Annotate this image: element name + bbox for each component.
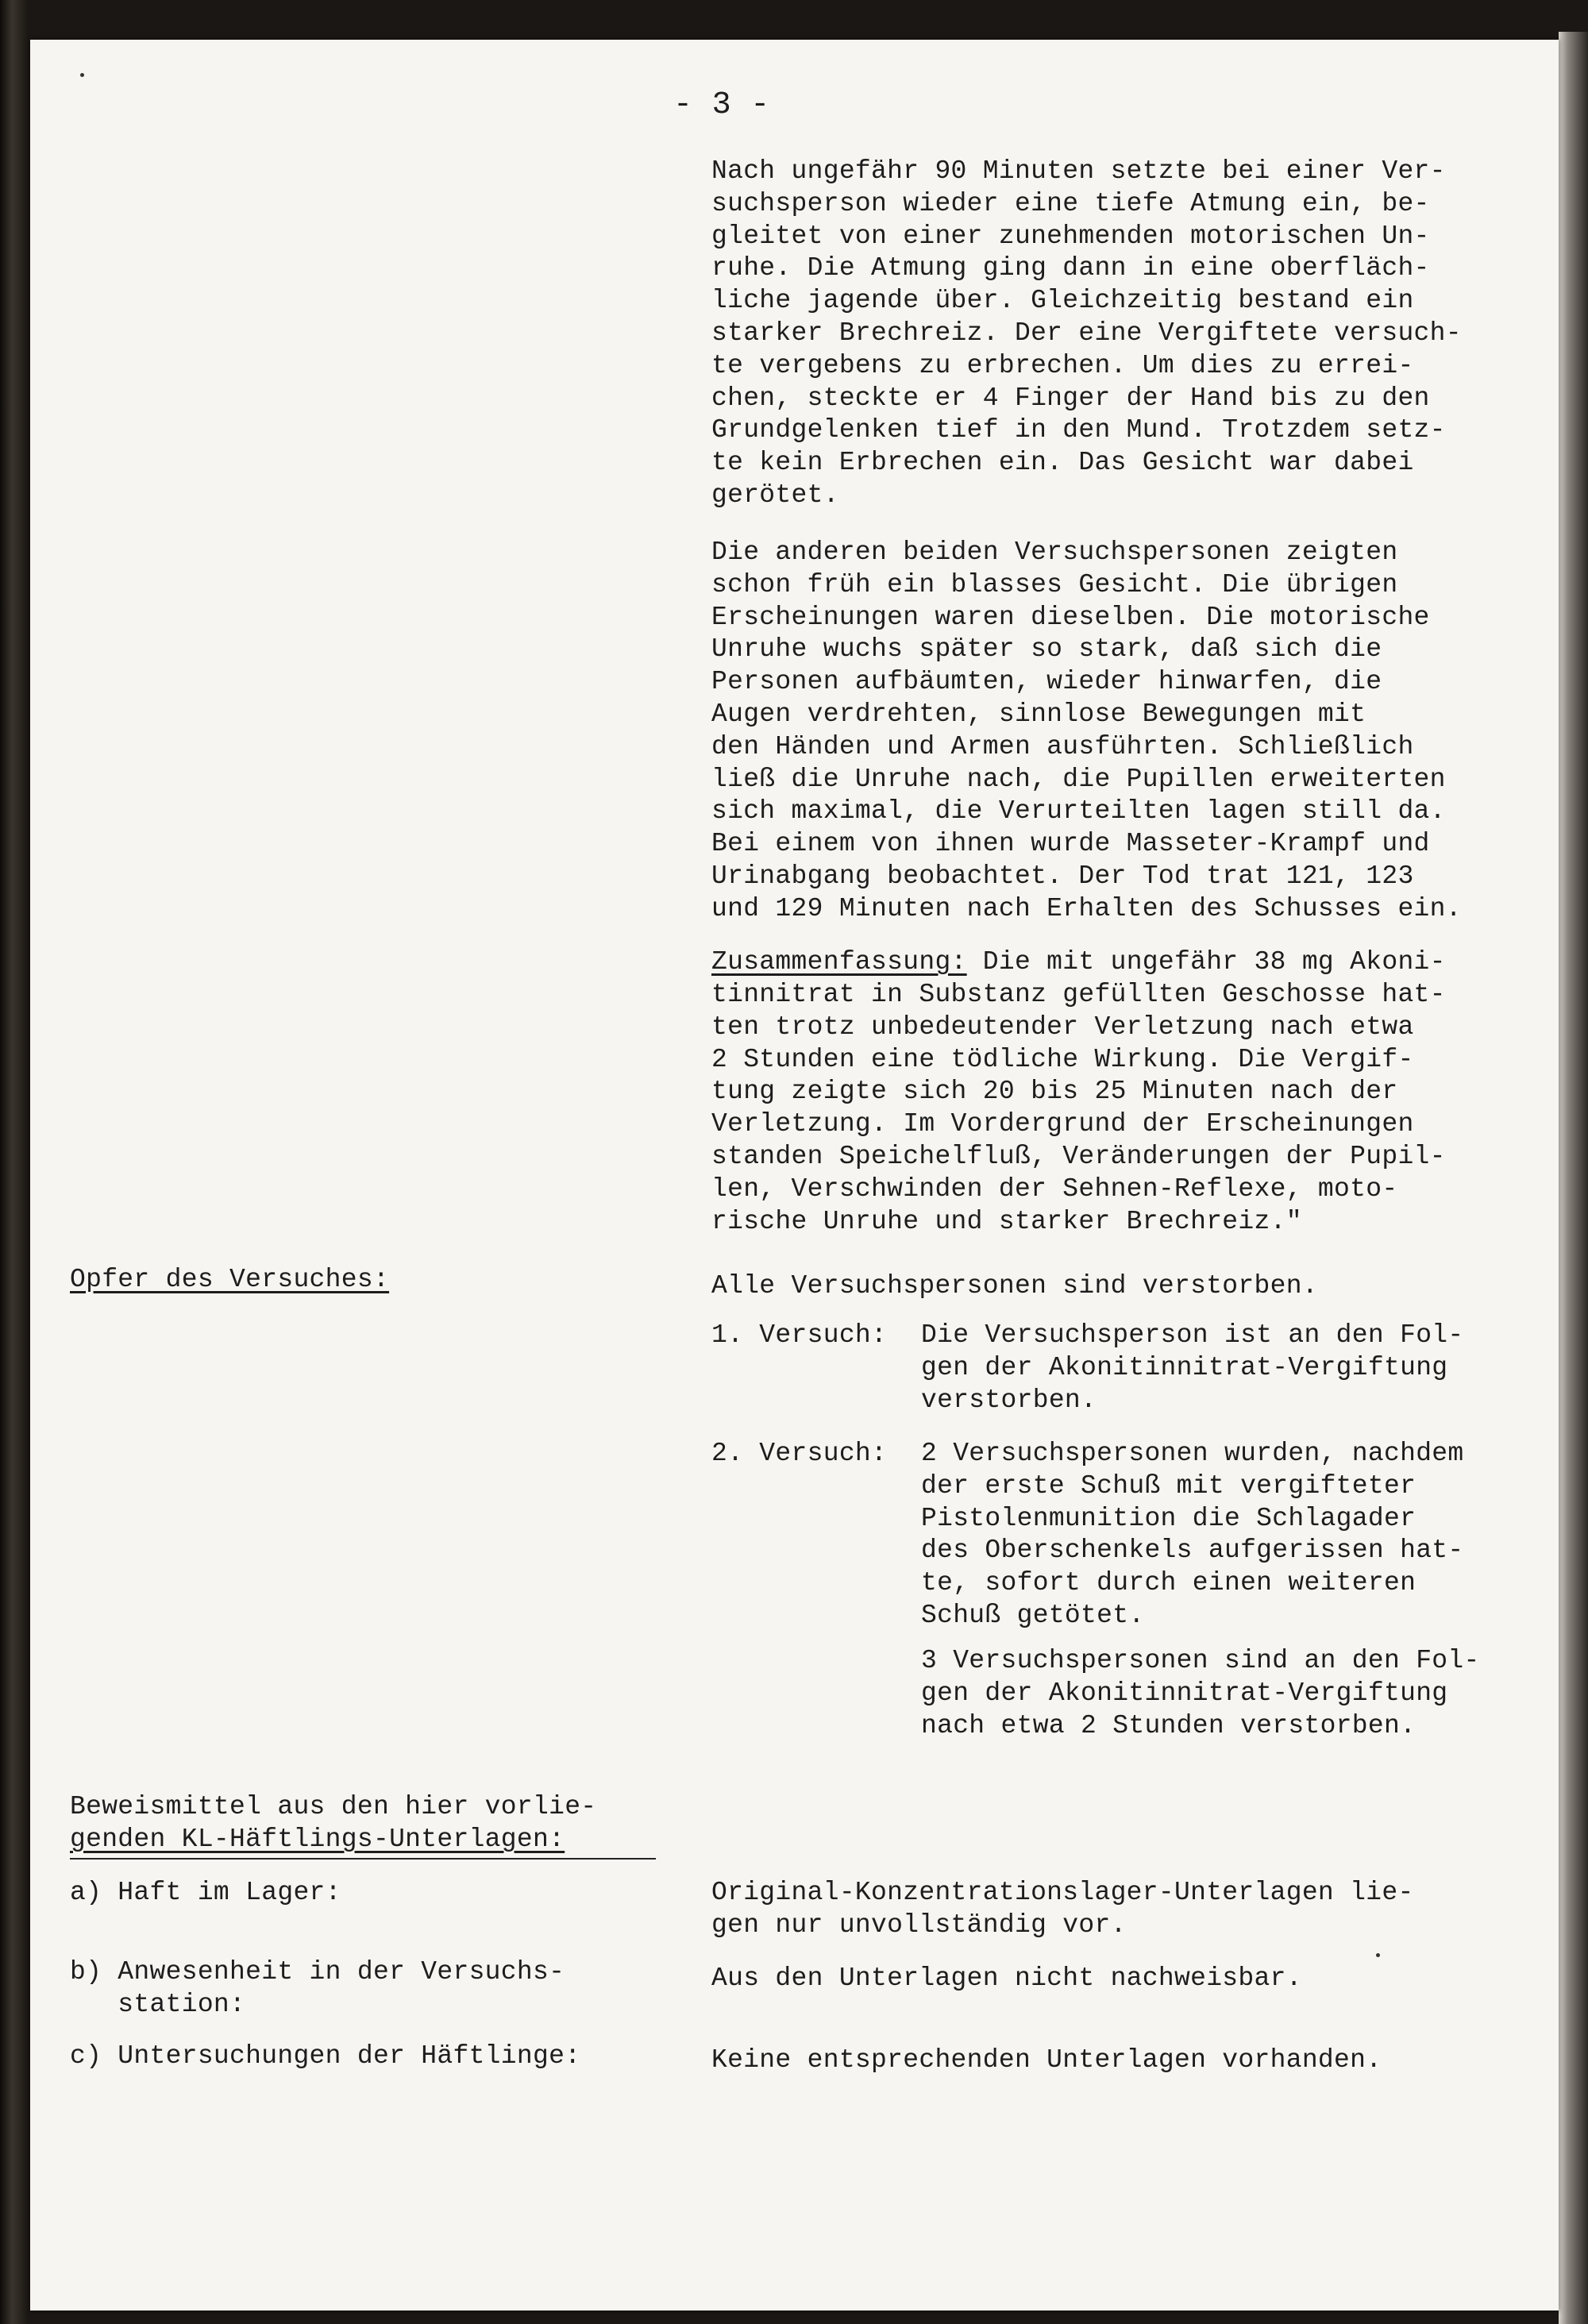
experiment-2-text-b: 3 Versuchspersonen sind an den Fol- gen der Akonitinnitrat-Vergiftung nach etwa 2 Stunden verstorben. (921, 1646, 1480, 1740)
evidence-heading-line-1: Beweismittel aus den hier vorlie- (70, 1792, 597, 1821)
summary-body: tinnitrat in Substanz gefüllten Geschosse hat- ten trotz unbedeutender Verletzung nach etwa 2 Stunden eine tödliche Wirkung. Die Vergif- tung zeigte sich 20 bis 25 Minuten nach der Verletzung. Im Vordergrund der Erscheinungen standen Speichelfluß, Veränderungen der Pupil- len, Verschwinden der Sehnen-Reflexe, moto- rische Unruhe und starker Brechreiz." (711, 980, 1446, 1236)
evidence-heading-rule (70, 1858, 656, 1860)
paper-speck (80, 73, 84, 77)
faded-bleed-through-heading (106, 206, 447, 225)
victims-intro: Alle Versuchspersonen sind verstorben. (711, 1271, 1318, 1301)
victims-label: Opfer des Versuches: (70, 1265, 390, 1294)
page-edge (1559, 32, 1588, 2324)
book-binding (0, 0, 27, 2324)
summary-first-line-text: Die mit ungefähr 38 mg Akoni- (966, 947, 1446, 977)
experiment-1-text: Die Versuchsperson ist an den Fol- gen der Akonitinnitrat-Vergiftung verstorben. (921, 1320, 1464, 1415)
experiment-2-text-a: 2 Versuchspersonen wurden, nachdem der erste Schuß mit vergifteter Pistolenmunition die Schlagader des Oberschenkels aufgerissen hat- te, sofort durch einen weiteren Schuß getötet. (921, 1439, 1464, 1630)
evidence-heading-line-2: genden KL-Häftlings-Unterlagen: (70, 1825, 565, 1854)
evidence-label-c: c) Untersuchungen der Häftlinge: (70, 2041, 581, 2071)
experiment-1-label: 1. Versuch: (711, 1320, 888, 1350)
evidence-label-b: b) Anwesenheit in der Versuchs- station: (70, 1957, 565, 2019)
evidence-label-a: a) Haft im Lager: (70, 1878, 341, 1907)
paper-speck (1376, 1953, 1380, 1957)
page-number: - 3 - (673, 87, 770, 123)
summary-first-line (711, 946, 1446, 979)
evidence-value-a: Original-Konzentrationslager-Unterlagen lie- gen nur unvollständig vor. (711, 1878, 1414, 1940)
evidence-value-b: Aus den Unterlagen nicht nachweisbar. (711, 1964, 1302, 1993)
evidence-value-c: Keine entsprechenden Unterlagen vorhanden. (711, 2045, 1382, 2075)
experiment-2-label: 2. Versuch: (711, 1439, 888, 1468)
body-paragraph-1: Nach ungefähr 90 Minuten setzte bei einer Ver- suchsperson wieder eine tiefe Atmung ein, be- gleitet von einer zunehmenden motorischen Un- ruhe. Die Atmung ging dann in eine oberfläch- liche jagende über. Gleichzeitig bestand ein starker Brechreiz. Der eine Vergiftete versuch- te vergebens zu erbrechen. Um dies zu errei- chen, steckte er 4 Finger der Hand bis zu den Grundgelenken tief in den Mund. Trotzdem setz- te kein Erbrechen ein. Das Gesicht war dabei gerötet. (711, 156, 1462, 510)
body-paragraph-2: Die anderen beiden Versuchspersonen zeigten schon früh ein blasses Gesicht. Die übrigen Erscheinungen waren dieselben. Die motorische Unruhe wuchs später so stark, daß sich die Personen aufbäumten, wieder hinwarfen, die Augen verdrehten, sinnlose Bewegungen mit den Händen und Armen ausführten. Schließlich ließ die Unruhe nach, die Pupillen erweiterten sich maximal, die Verurteilten lagen still da. Bei einem von ihnen wurde Masseter-Krampf und Urinabgang beobachtet. Der Tod trat 121, 123 und 129 Minuten nach Erhalten des Schusses ein. (711, 538, 1462, 923)
summary-label: Zusammenfassung: (711, 947, 967, 977)
